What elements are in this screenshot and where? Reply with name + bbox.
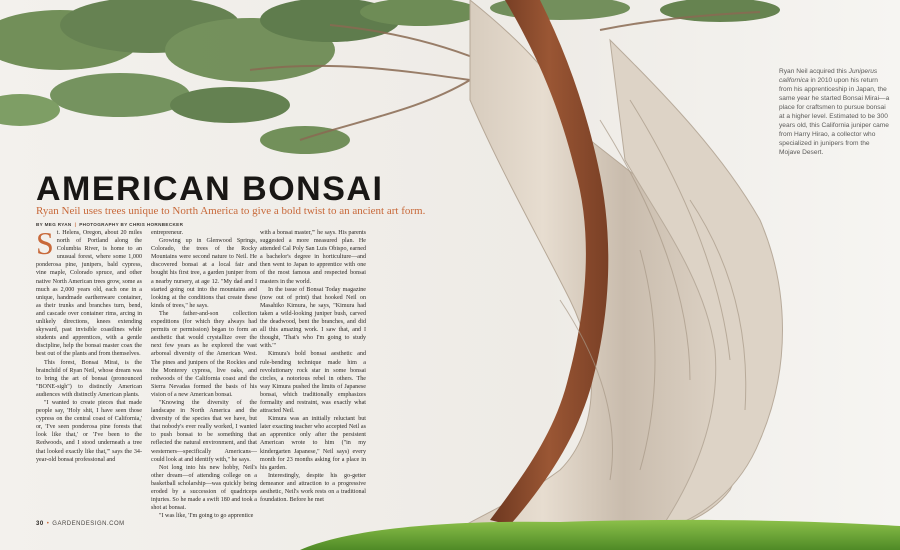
paragraph: Kimura's bold bonsai aesthetic and rule-bending technique made him a revolutionary rock star in some bonsai circles, a notorious rebel in others. The way Kimura pushed the limits of Japanese bonsai, which traditionally emphasizes formality and restraint, was exactly what attracted Neil. (260, 351, 366, 415)
folio-site: GARDENDESIGN.COM (52, 521, 125, 527)
page-folio (36, 521, 125, 527)
paragraph: This forest, Bonsai Mirai, is the brainchild of Ryan Neil, whose dream was to bring the art of bonsai (pronounced "BONE-sigh") to distinctly American audiences with distinctly American plants. (36, 359, 142, 398)
paragraph-text: t. Helens, Oregon, about 20 miles north of Portland along the Columbia River, is home to an unusual forest, where some 1,000 ponderosa pine, junipers, bald cypress, vine maple, Colorado spruce, and other native North American trees grow, some as much as 2,000 years old, each one in a unique, handmade earthenware container, as their trunks and branches turn, bend, and cascade over container rims, arcing in unlikely directions, knees extending skyward, past invisible coastlines while students and apprentices, with a gentle discipline, help the bonsai master coax the best out of the plants and from themselves. (36, 230, 142, 358)
caption-text-after: in 2010 upon his return from his apprenticeship in Japan, the same year he started Bonsai Mirai—a place for craftsmen to pursue bonsai at a higher level. Estimated to be 300 years old, this California juniper came from Harry Hirao, a collector who specialized in junipers from the Mojave Desert. (779, 77, 890, 156)
body-column-2 (151, 229, 257, 520)
folio-separator: • (46, 521, 50, 527)
body-column-1 (36, 225, 142, 464)
page-number: 30 (36, 521, 44, 527)
paragraph: "I wanted to create pieces that made people say, 'Holy shit, I have seen those cypress on the central coast of California,' or, 'I've seen ponderosa pine forests that look like that,' or 'I've been to the Redwoods, and I stood underneath a tree that looked exactly like that,'" says the 34-year-old bonsai professional and (36, 399, 142, 463)
paragraph: Kimura was an initially reluctant but later exacting teacher who accepted Neil as an apprentice only after the persistent American wrote to him ("in my kindergarten Japanese," Neil says) every month for 23 months asking for a place in his garden. (260, 416, 366, 471)
photo-caption (779, 67, 891, 157)
byline (36, 222, 376, 227)
article-deck: Ryan Neil uses trees unique to North America to give a bold twist to an ancient art form. (36, 205, 426, 217)
body-column-3 (260, 229, 366, 504)
paragraph: Not long into his new hobby, Neil's other dream—of attending college on a basketball scholarship—was quickly being eroded by a succession of quadriceps injuries. So he made a swift 180 and took a shot at bonsai. (151, 464, 257, 512)
drop-cap: S (36, 225, 54, 261)
paragraph: Interestingly, despite his go-getter demeanor and attraction to a progressive aesthetic, Neil's work rests on a traditional foundation. Before he met (260, 472, 366, 504)
paragraph: entrepreneur. (151, 230, 183, 236)
paragraph: The father-and-son collection expeditions (for which they always had permits or permission) began to form an aesthetic that would crystallize over the next few years as he explored the vast arboreal diversity of the American West. The pines and junipers of the Rockies and the Monterey cypress, live oaks, and redwoods of the California coast and the Sierra Nevadas formed the basis of his vision of a new American bonsai. (151, 310, 257, 398)
paragraph (36, 225, 142, 359)
paragraph: In the issue of Bonsai Today magazine (now out of print) that hooked Neil on Masahiko Kimura, he says, "Kimura had taken a wild-looking juniper bush, carved the deadwood, bent the branches, and did all this amazing work. I saw that, and I thought, 'That's who I'm going to study with.'" (260, 286, 366, 350)
byline-photographer: PHOTOGRAPHY BY CHRIS HORNBECKER (79, 222, 184, 227)
paragraph: "Knowing the diversity of the landscape in North America and the diversity of the species that we have, but that nobody's ever really worked, I wanted to push bonsai to be something that reflected the natural environment, and that westerners—specifically Americans—could look at and identify with," he says. (151, 399, 257, 463)
paragraph: Growing up in Glenwood Springs, Colorado, the trees of the Rocky Mountains were second nature to Neil. He discovered bonsai at a local fair and bought his first tree, a garden juniper from a nearby nursery, at age 12. "My dad and I started going out into the mountains and looking at the conditions that create these kinds of trees," he says. (151, 238, 257, 309)
byline-separator: | (74, 222, 77, 227)
byline-author: BY MEG RYAN (36, 222, 72, 227)
caption-text-before: Ryan Neil acquired this (779, 68, 849, 75)
paragraph: "I was like, 'I'm going to go apprentice (159, 513, 254, 520)
article-title: AMERICAN BONSAI (36, 170, 384, 208)
paragraph: with a bonsai master,'" he says. His parents suggested a more measured plan. He attended Cal Poly San Luis Obispo, earned a bachelor's degree in horticulture—and then went to Japan to apprentice with one of the most famous and respected bonsai masters in the world. (260, 230, 366, 285)
caption-species: Juniperus californica (779, 68, 878, 84)
